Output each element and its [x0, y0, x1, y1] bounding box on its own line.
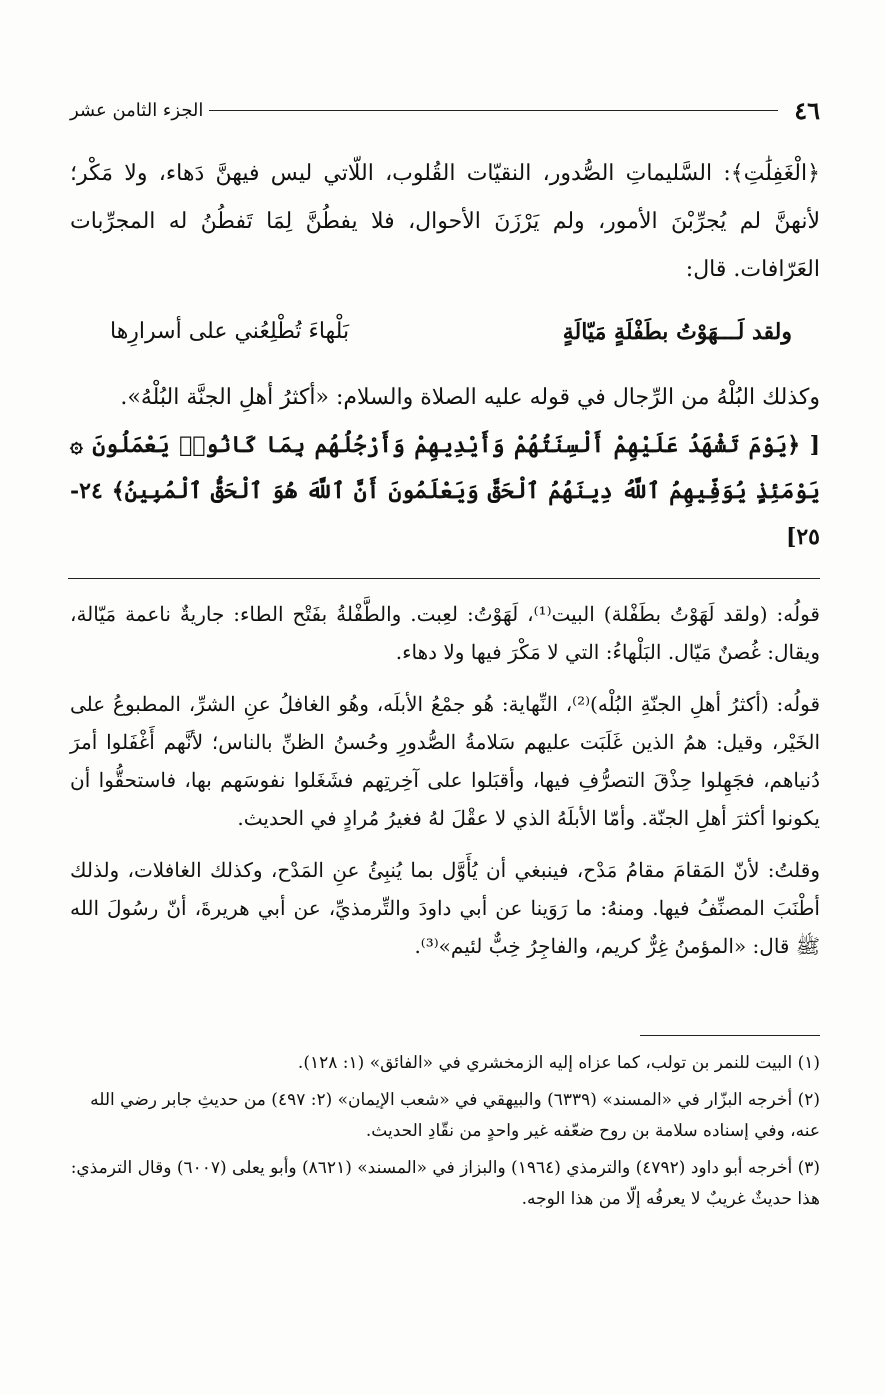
- quran-verse: [ ﴿يَوْمَ تَشْهَدُ عَلَيْهِمْ أَلْسِنَتُهُمْ وَأَيْدِيهِمْ وَأَرْجُلُهُم بِمَا كَانُوا۟ يَعْمَلُونَ ۞ يَوْمَئِذٍ يُوَفِّيهِمُ ٱللَّهُ دِينَهُمُ ٱلْحَقَّ وَيَعْلَمُونَ أَنَّ ٱللَّهَ هُوَ ٱلْحَقُّ ٱلْمُبِينُ﴾ ٢٤- ٢٥]: [70, 432, 820, 550]
- footnote-2: (٢) أخرجه البزّار في «المسند» (٦٣٣٩) والبيهقي في «شعب الإيمان» (٢: ٤٩٧) من حديثِ جابر رضي الله عنه، وفي إسناده سلامة بن روح ضعّفه غير واحدٍ من نقّادِ الحديث.: [90, 1090, 820, 1141]
- paragraph-ghafilat: ﴿الْغَفِلَٰتِ﴾: السَّليماتِ الصُّدور، النقيّات القُلوب، اللّاتي ليس فيهنَّ دَهاء، ولا مَكْر؛ لأنهنَّ لم يُجرِّبْنَ الأمور، ولم يَرْزَنَ الأحوال، فلا يفطُنَّ لِمَا تَفطُنُ له المجرِّبات العَرّافات. قال:: [70, 161, 820, 282]
- footnote-separator: [640, 1035, 820, 1036]
- footnote-1: (١) البيت للنمر بن تولب، كما عزاه إليه الزمخشري في «الفائق» (١: ١٢٨).: [297, 1053, 820, 1073]
- verse-hemistich-first: ولقد لَـــهَوْتُ بطَفْلَةٍ مَيّالَةٍ: [562, 319, 792, 345]
- footnotes: [70, 1048, 820, 1215]
- commentary-note-3: وقلتُ: لأنّ المَقامَ مقامُ مَدْح، فينبغي أن يُأَوَّل بما يُنبِئُ عنِ المَدْح، وكذلك الغافلات، ولذلك أطْنَبَ المصنِّفُ فيها. ومنهُ: ما رَوَينا عن أبي داودَ والتِّرمذيِّ، عن أبي هريرةَ، أنّ رسُولَ الله ﷺ قال: «المؤمنُ غِرٌّ كريم، والفاجِرُ خِبٌّ لئيم»⁽³⁾.: [70, 858, 820, 958]
- page-number: ٤٦: [794, 95, 820, 125]
- page-header: [70, 90, 820, 130]
- commentary-note-2: قولُه: (أكثرُ أهلِ الجنّةِ البُلْه)⁽²⁾، النِّهاية: هُو جمْعُ الأبلَه، وهُو الغافلُ عنِ الشرِّ، المطبوعُ على الخَيْر، وقيل: همُ الذين غَلَبَت عليهم سَلامةُ الصُّدورِ وحُسنُ الظنِّ بالناس؛ لأنَّهم أَغْفَلوا أمرَ دُنياهم، فجَهِلوا حِذْقَ التصرُّفِ فيها، وأقبَلوا على آخِرتِهم فشَغَلوا نفوسَهم بها، فاستحقُّوا أن يكونوا أكثرَ أهلِ الجنّة. وأمّا الأبلَهُ الذي لا عقْلَ لهُ فغيرُ مُرادٍ في الحديث.: [70, 692, 821, 830]
- main-text: [70, 150, 820, 560]
- running-title: الجزء الثامن عشر: [70, 99, 204, 121]
- book-page: [70, 90, 820, 1221]
- paragraph-bulh: وكذلك البُلْهُ من الرِّجال في قوله عليه الصلاة والسلام: «أكثرُ أهلِ الجنَّة البُلْهُ».: [120, 385, 820, 410]
- commentary-divider: [68, 578, 820, 579]
- verse-hemistich-second: بَلْهاءَ تُطْلِعُني على أسرارِها: [110, 319, 350, 344]
- header-rule: [209, 110, 778, 111]
- commentary-note-1: قولُه: (ولقد لَهَوْتُ بطَفْلة) البيت⁽¹⁾، لَهَوْتُ: لعِبت. والطَّفْلةُ بفَتْح الطاء: جاريةٌ ناعمة مَيّالة، ويقال: غُصنٌ مَيّال. البَلْهاءُ: التي لا مَكْرَ فيها ولا دهاء.: [70, 602, 820, 664]
- footnote-3: (٣) أخرجه أبو داود (٤٧٩٢) والترمذي (١٩٦٤) والبزاز في «المسند» (٨٦٢١) وأبو يعلى (٦٠٠٧) وقال الترمذي: هذا حديثٌ غريبٌ لا يعرفُه إلّا من هذا الوجه.: [70, 1158, 820, 1209]
- poetry-verse: [70, 294, 820, 374]
- commentary: [70, 595, 820, 965]
